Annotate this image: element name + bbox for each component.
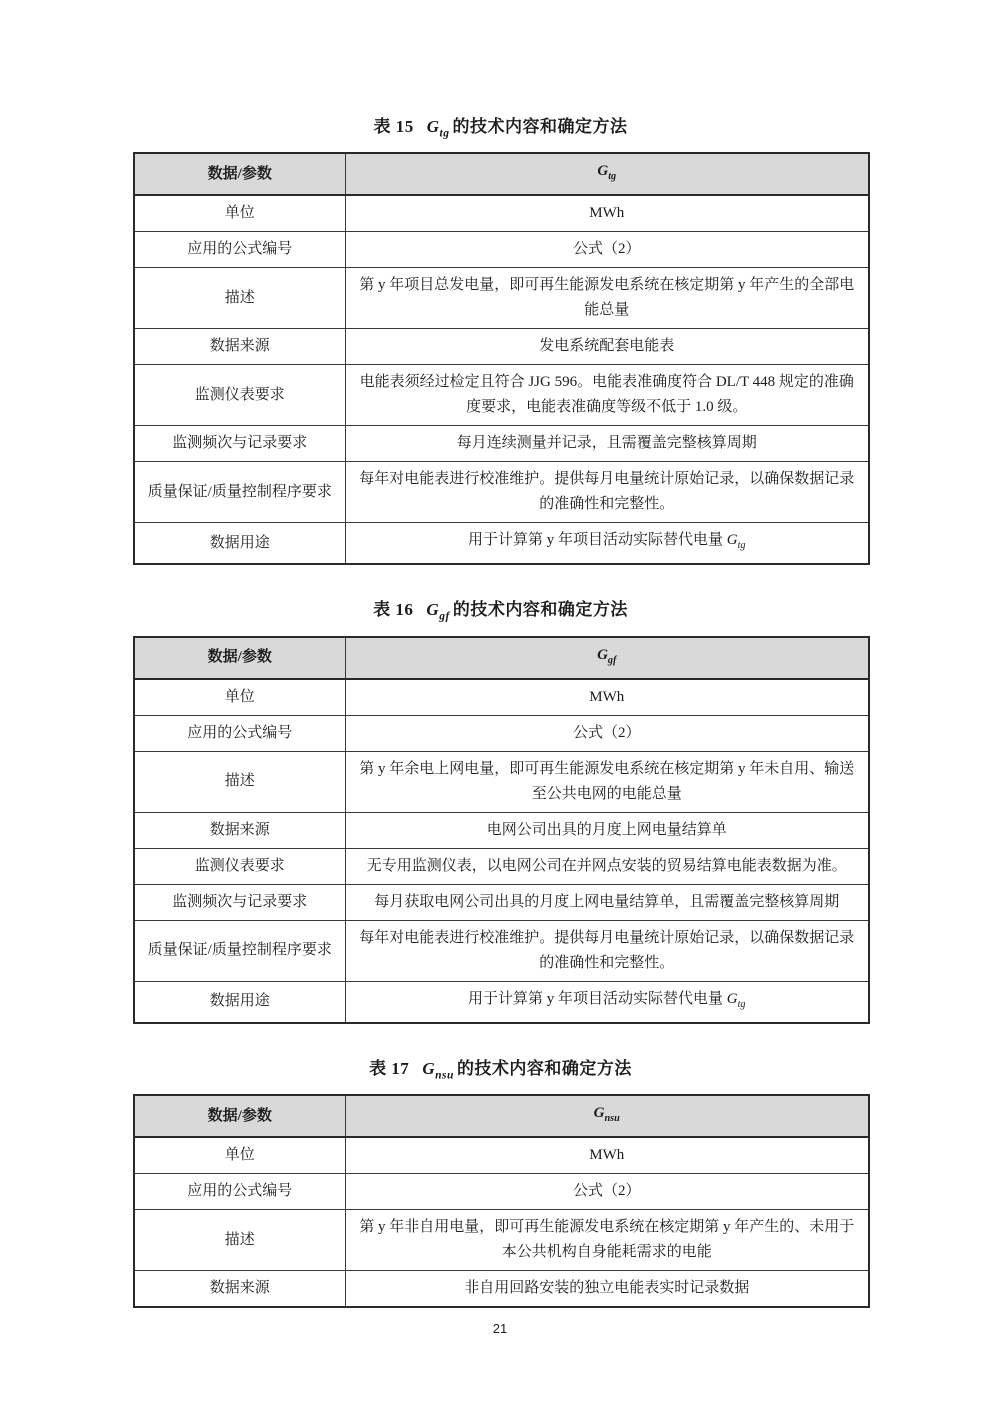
table-17-title-text: 的技术内容和确定方法 xyxy=(456,1058,632,1078)
row-label-cell: 单位 xyxy=(134,1137,345,1174)
row-value-cell: 每年对电能表进行校准维护。提供每月电量统计原始记录，以确保数据记录的准确性和完整性。 xyxy=(345,462,869,523)
row-value-cell: MWh xyxy=(345,679,869,716)
table-16-title-text: 的技术内容和确定方法 xyxy=(452,600,628,620)
row-value-cell: 每月获取电网公司出具的月度上网电量结算单，且需覆盖完整核算周期 xyxy=(345,884,869,920)
row-value-cell: MWh xyxy=(345,1137,869,1174)
row-value-symbol: G xyxy=(726,990,738,1007)
table-17-number: 表 17 xyxy=(369,1058,410,1078)
row-label-cell: 数据来源 xyxy=(134,1271,345,1308)
table-15-title-text: 的技术内容和确定方法 xyxy=(452,117,628,136)
header-symbol-cell xyxy=(345,1095,869,1137)
row-label-cell: 单位 xyxy=(134,679,345,716)
row-label-cell: 监测仪表要求 xyxy=(134,848,345,884)
table-16-number: 表 16 xyxy=(373,600,414,620)
header-symbol-sub: gf xyxy=(607,654,617,666)
row-value-cell xyxy=(345,523,869,565)
row-value-cell: 公式（2） xyxy=(345,715,869,751)
row-value-cell: 公式（2） xyxy=(345,1174,869,1210)
table-17-symbol: G xyxy=(422,1058,436,1078)
row-label-cell: 应用的公式编号 xyxy=(134,1174,345,1210)
header-param-cell: 数据/参数 xyxy=(134,153,345,195)
row-label-cell: 质量保证/质量控制程序要求 xyxy=(134,920,345,981)
row-label-cell: 单位 xyxy=(134,195,345,232)
table-row xyxy=(134,329,869,365)
table-16-title xyxy=(133,595,868,622)
row-label-cell: 描述 xyxy=(134,268,345,329)
table-row xyxy=(134,981,869,1023)
row-label-cell: 质量保证/质量控制程序要求 xyxy=(134,462,345,523)
table-17-title xyxy=(133,1054,868,1081)
table-row xyxy=(134,1137,869,1174)
table-row xyxy=(134,1210,869,1271)
row-value-cell: 第 y 年非自用电量，即可再生能源发电系统在核定期第 y 年产生的、未用于本公共机构自身能耗需求的电能 xyxy=(345,1210,869,1271)
table-row xyxy=(134,462,869,523)
table-row xyxy=(134,365,869,426)
table-15-symbol-sub: tg xyxy=(439,126,450,140)
row-label-cell: 数据用途 xyxy=(134,981,345,1023)
page-content xyxy=(133,112,868,1338)
header-symbol-sub: tg xyxy=(608,171,617,183)
table-16-symbol: G xyxy=(426,600,440,620)
header-param-cell: 数据/参数 xyxy=(134,1095,345,1137)
table-15 xyxy=(133,152,870,565)
table-15-symbol: G xyxy=(426,117,440,136)
table-row xyxy=(134,1174,869,1210)
row-value-text: 用于计算第 y 年项目活动实际替代电量 xyxy=(467,990,727,1007)
table-row xyxy=(134,268,869,329)
row-value-cell: 电网公司出具的月度上网电量结算单 xyxy=(345,812,869,848)
row-value-cell: 每年对电能表进行校准维护。提供每月电量统计原始记录，以确保数据记录的准确性和完整性。 xyxy=(345,920,869,981)
header-symbol: G xyxy=(593,1105,605,1122)
row-value-cell: 发电系统配套电能表 xyxy=(345,329,869,365)
table-row xyxy=(134,812,869,848)
page-number: 21 xyxy=(492,1321,508,1336)
row-value-cell: 电能表须经过检定且符合 JJG 596。电能表准确度符合 DL/T 448 规定的准确度要求，电能表准确度等级不低于 1.0 级。 xyxy=(345,365,869,426)
row-value-cell xyxy=(345,981,869,1023)
table-row xyxy=(134,426,869,462)
table-row xyxy=(134,715,869,751)
row-value-text: 用于计算第 y 年项目活动实际替代电量 xyxy=(467,532,727,549)
row-label-cell: 描述 xyxy=(134,751,345,812)
row-label-cell: 数据用途 xyxy=(134,523,345,565)
table-15-title xyxy=(133,112,868,139)
row-value-cell: 公式（2） xyxy=(345,232,869,268)
header-symbol-cell xyxy=(345,153,869,195)
header-param-cell: 数据/参数 xyxy=(134,637,345,679)
table-row xyxy=(134,195,869,232)
row-label-cell: 描述 xyxy=(134,1210,345,1271)
row-label-cell: 应用的公式编号 xyxy=(134,232,345,268)
header-symbol-cell xyxy=(345,637,869,679)
row-label-cell: 数据来源 xyxy=(134,329,345,365)
table-16-symbol-sub: gf xyxy=(439,609,450,623)
row-label-cell: 监测频次与记录要求 xyxy=(134,426,345,462)
row-value-symbol: G xyxy=(726,532,738,549)
row-label-cell: 监测频次与记录要求 xyxy=(134,884,345,920)
row-value-cell: 第 y 年余电上网电量，即可再生能源发电系统在核定期第 y 年未自用、输送至公共电网的电能总量 xyxy=(345,751,869,812)
header-symbol: G xyxy=(597,163,609,180)
row-label-cell: 监测仪表要求 xyxy=(134,365,345,426)
table-16 xyxy=(133,636,870,1024)
table-row xyxy=(134,751,869,812)
row-value-cell: 无专用监测仪表，以电网公司在并网点安装的贸易结算电能表数据为准。 xyxy=(345,848,869,884)
table-header-row xyxy=(134,637,869,679)
row-label-cell: 应用的公式编号 xyxy=(134,715,345,751)
row-value-symbol-sub: tg xyxy=(737,998,746,1010)
table-header-row xyxy=(134,1095,869,1137)
table-row xyxy=(134,920,869,981)
table-row xyxy=(134,679,869,716)
table-row xyxy=(134,232,869,268)
row-value-cell: MWh xyxy=(345,195,869,232)
header-symbol: G xyxy=(597,646,608,663)
row-value-cell: 非自用回路安装的独立电能表实时记录数据 xyxy=(345,1271,869,1308)
table-17 xyxy=(133,1094,870,1308)
row-value-cell: 第 y 年项目总发电量，即可再生能源发电系统在核定期第 y 年产生的全部电能总量 xyxy=(345,268,869,329)
table-row xyxy=(134,884,869,920)
header-symbol-sub: nsu xyxy=(604,1113,620,1125)
table-header-row xyxy=(134,153,869,195)
table-row xyxy=(134,1271,869,1308)
row-value-cell: 每月连续测量并记录，且需覆盖完整核算周期 xyxy=(345,426,869,462)
table-15-number: 表 15 xyxy=(373,117,414,136)
table-row xyxy=(134,848,869,884)
row-label-cell: 数据来源 xyxy=(134,812,345,848)
row-value-symbol-sub: tg xyxy=(737,540,746,552)
table-17-symbol-sub: nsu xyxy=(435,1068,454,1082)
table-row xyxy=(134,523,869,565)
